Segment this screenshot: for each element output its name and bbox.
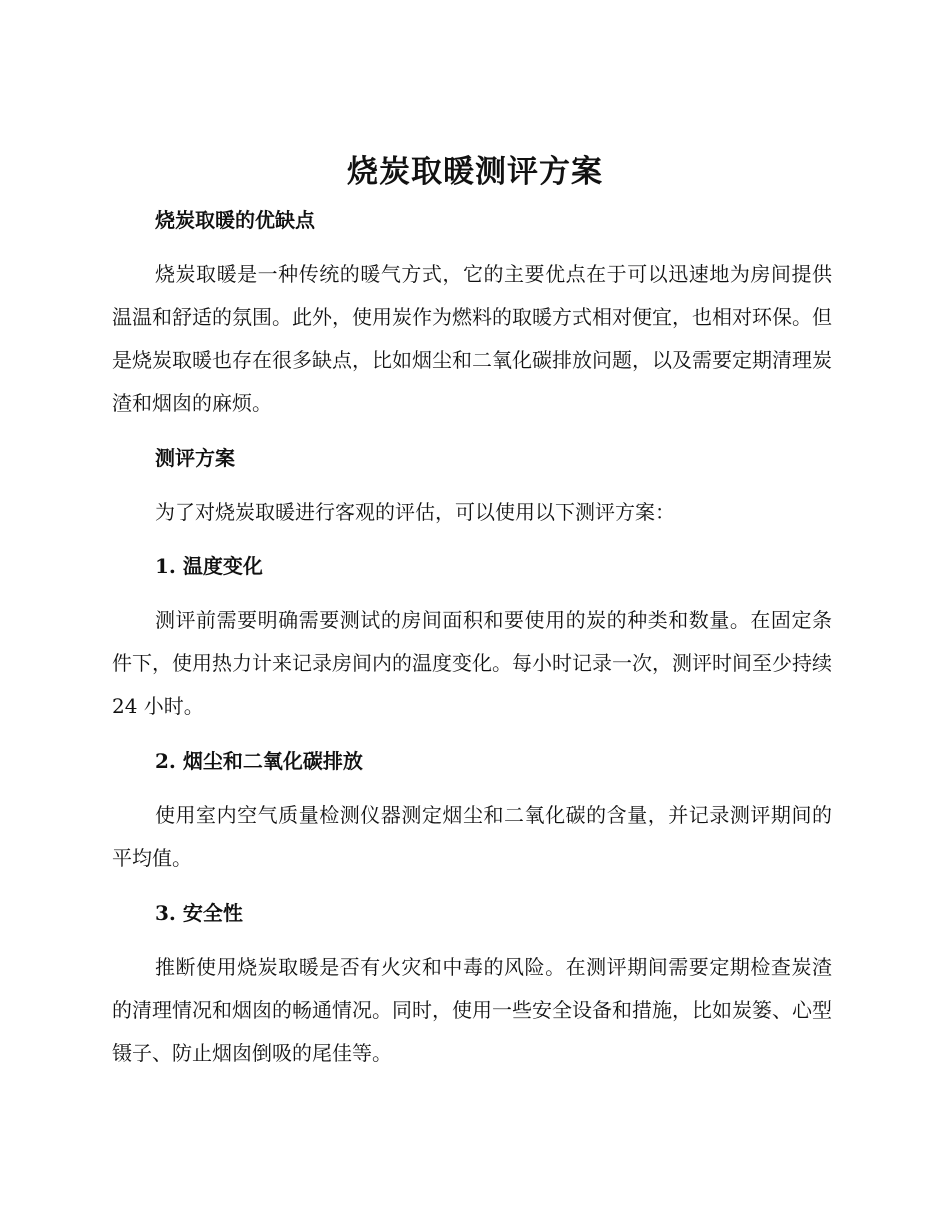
section-heading-plan: 测评方案 [155,446,235,470]
section-heading-safety: 3. 安全性 [155,901,243,925]
paragraph-safety: 推断使用烧炭取暖是否有火灾和中毒的风险。在测评期间需要定期检查炭渣的清理情况和烟囱的畅通情况。同时，使用一些安全设备和措施，比如炭篓、心型镊子、防止烟囱倒吸的尾佳等。 [112,955,832,1065]
paragraph-temperature: 测评前需要明确需要测试的房间面积和要使用的炭的种类和数量。在固定条件下，使用热力计来记录房间内的温度变化。每小时记录一次，测评时间至少持续 24 小时。 [112,608,832,718]
section-heading-pros-cons: 烧炭取暖的优缺点 [155,208,315,232]
document-body [112,199,832,1075]
section-heading-emissions: 2. 烟尘和二氧化碳排放 [155,749,363,773]
paragraph-plan-intro: 为了对烧炭取暖进行客观的评估，可以使用以下测评方案： [155,500,675,524]
document-title: 烧炭取暖测评方案 [347,154,603,190]
section-heading-temperature: 1. 温度变化 [155,554,263,578]
paragraph-emissions: 使用室内空气质量检测仪器测定烟尘和二氧化碳的含量，并记录测评期间的平均值。 [112,803,832,870]
paragraph-pros-cons: 烧炭取暖是一种传统的暖气方式，它的主要优点在于可以迅速地为房间提供温温和舒适的氛围。此外，使用炭作为燃料的取暖方式相对便宜，也相对环保。但是烧炭取暖也存在很多缺点，比如烟尘和二氧化碳排放问题，以及需要定期清理炭渣和烟囱的麻烦。 [112,262,832,415]
